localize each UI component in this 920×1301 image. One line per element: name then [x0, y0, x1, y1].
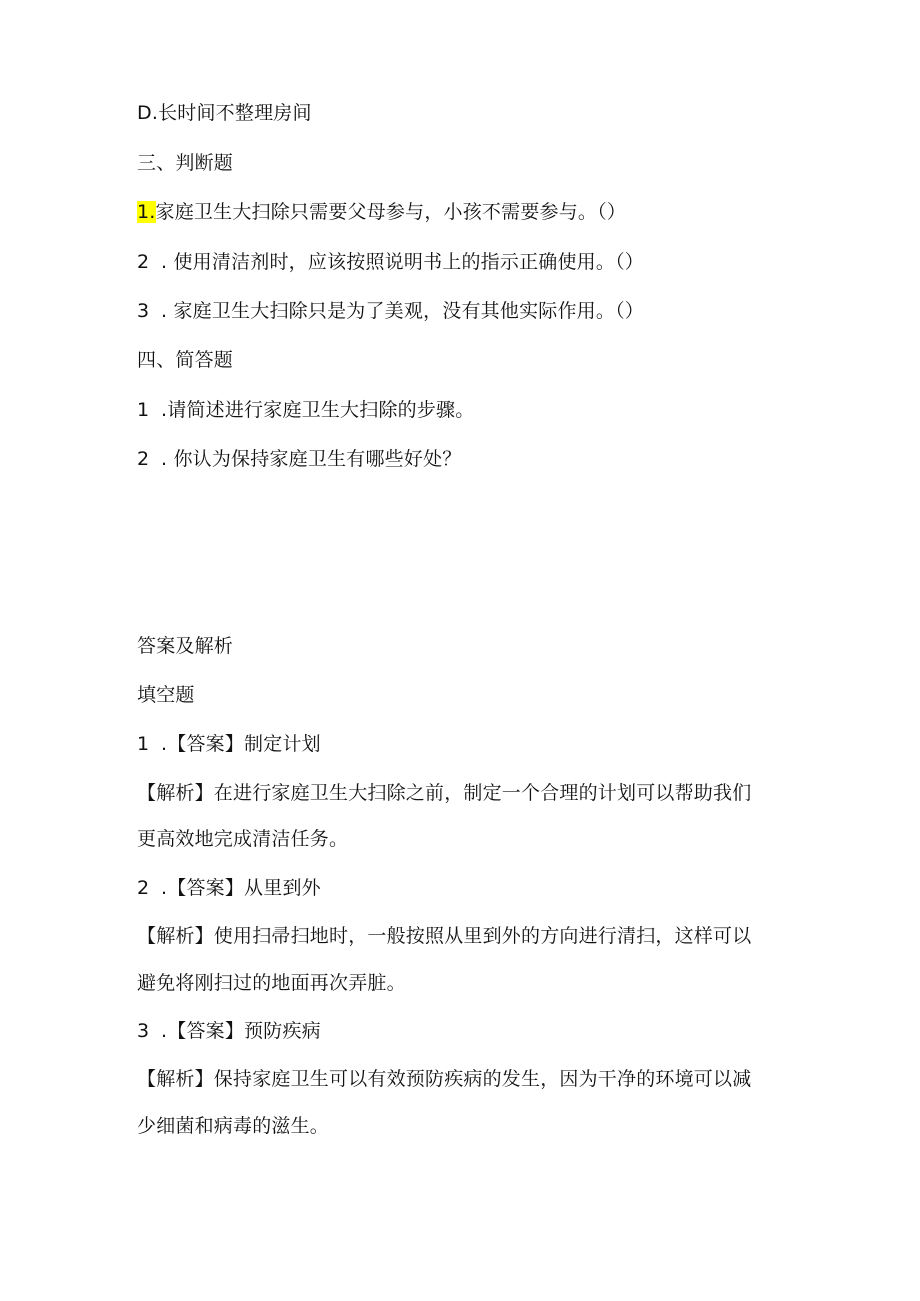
- question-text: . 使用清洁剂时，应该按照说明书上的指示正确使用。（）: [161, 251, 644, 273]
- answer-1: [137, 732, 321, 756]
- section-title-short-answer: 四、简答题: [137, 349, 234, 371]
- question-number: 1: [137, 399, 150, 421]
- answer-3: [137, 1019, 321, 1043]
- judge-question-1: [137, 200, 626, 224]
- answer-text: .【答案】制定计划: [161, 733, 321, 755]
- short-question-1: [137, 398, 474, 422]
- answer-number: 2: [137, 877, 150, 899]
- question-text: .请简述进行家庭卫生大扫除的步骤。: [161, 399, 475, 421]
- answer-number: 3: [137, 1020, 150, 1042]
- question-number: 3: [137, 300, 150, 322]
- judge-question-3: [137, 299, 644, 323]
- question-number-highlighted: 1.: [137, 201, 156, 223]
- answer-text: .【答案】从里到外: [161, 877, 321, 899]
- analysis-2-line-1: 【解析】使用扫帚扫地时，一般按照从里到外的方向进行清扫，这样可以: [137, 925, 752, 947]
- answer-text: .【答案】预防疾病: [161, 1020, 321, 1042]
- short-question-2: [137, 447, 461, 471]
- answer-2: [137, 876, 321, 900]
- question-text: 家庭卫生大扫除只需要父母参与，小孩不需要参与。（）: [155, 201, 627, 223]
- analysis-3-line-1: 【解析】保持家庭卫生可以有效预防疾病的发生，因为干净的环境可以减: [137, 1068, 752, 1090]
- question-text: . 家庭卫生大扫除只是为了美观，没有其他实际作用。（）: [161, 300, 644, 322]
- analysis-1-line-2: 更高效地完成清洁任务。: [137, 828, 349, 850]
- question-number: 2: [137, 448, 150, 470]
- question-text: . 你认为保持家庭卫生有哪些好处？: [161, 448, 462, 470]
- fill-blank-title: 填空题: [137, 684, 195, 706]
- analysis-2-line-2: 避免将刚扫过的地面再次弄脏。: [137, 972, 406, 994]
- choice-option-d: D.长时间不整理房间: [137, 102, 312, 124]
- answer-number: 1: [137, 733, 150, 755]
- question-number: 2: [137, 251, 150, 273]
- analysis-1-line-1: 【解析】在进行家庭卫生大扫除之前，制定一个合理的计划可以帮助我们: [137, 782, 752, 804]
- analysis-3-line-2: 少细菌和病毒的滋生。: [137, 1115, 330, 1137]
- judge-question-2: [137, 250, 644, 274]
- section-title-judgement: 三、判断题: [137, 152, 234, 174]
- answers-title: 答案及解析: [137, 635, 234, 657]
